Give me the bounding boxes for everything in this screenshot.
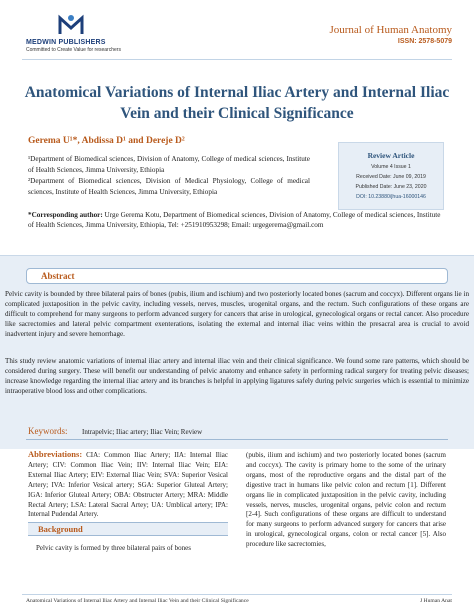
medwin-logo-icon: [58, 14, 84, 36]
background-heading-box: [28, 522, 228, 536]
affiliation-1: ¹Department of Biomedical sciences, Division of Anatomy, College of medical sciences, Institute of Health Sciences, Jimma University, Ethiopia: [28, 155, 310, 174]
page-header: [0, 0, 474, 60]
affiliation-2: ²Department of Biomedical sciences, Division of Medical Physiology, College of medical sciences, Institute of Health Sciences, Jimma University, Ethiopia: [28, 177, 310, 196]
abstract-paragraph-2: This study review anatomic variations of internal iliac artery and internal iliac vein and their clinical significance. We found some rare patterns, which should be considered during surgery. These will benefit our understanding of pelvic anatomy and enhance safety in performing radical surgery for treating pelvic diseases; increase knowledge regarding the internal iliac artery and its branches is helpful in applying ligatures safely during pelvic surgeries which is essential to minimize intraoperative blood loss and other complications.: [5, 357, 469, 395]
footer-running-title: Anatomical Variations of Internal Iliac Artery and Internal Iliac Vein and their Clinical Significance: [26, 598, 249, 604]
keywords-text: Intrapelvic; Iliac artery; Iliac Vein; Review: [82, 428, 203, 436]
abstract-panel: [0, 255, 474, 449]
keywords-divider: [26, 439, 448, 440]
journal-issn: ISSN: 2578-5079: [397, 38, 452, 45]
keywords-row: [26, 426, 448, 438]
right-column-text: (pubis, ilium and ischium) and two posteriorly located bones (sacrum and coccyx). The cavity is primary home to the some of the urinary organs, most of the reproductive organs and the distal part of the digestive tract in humans like pelvic colon and rectum [1]. Different organs lie in complicated juxtaposition in the pelvic cavity, including vessels, nerves, muscles, urogenital organs, pelvic colon and rectum [2-4]. Such configurations of these organs are difficult to understand for many surgeons to perform advanced surgery for cancers that arise in urological, gynecological organs, colon or rectal cancer [5]. Also procedure like sacrectomies,: [246, 451, 446, 549]
article-type: Review Article: [367, 151, 415, 160]
publisher-logo-text: MEDWIN PUBLISHERS: [26, 39, 106, 46]
footer-journal-abbrev: J Human Anat: [419, 598, 452, 604]
background-heading: Background: [38, 524, 83, 534]
volume-issue: Volume 4 Issue 1: [371, 164, 411, 170]
publisher-tagline: Committed to Create Value for researchers: [26, 47, 121, 53]
background-paragraph-start: Pelvic cavity is formed by three bilateral pairs of bones: [36, 544, 191, 552]
header-divider: [22, 59, 452, 60]
abbreviations-label: Abbreviations:: [28, 449, 83, 459]
published-date: Published Date: June 23, 2020: [355, 184, 427, 190]
abbreviations-block: [28, 450, 228, 520]
journal-name: Journal of Human Anatomy: [329, 24, 452, 36]
title-line-1: Anatomical Variations of Internal Iliac Artery and Internal Iliac: [24, 84, 450, 101]
corresponding-author-label: *Corresponding author:: [28, 211, 103, 219]
author-list: Gerema U¹*, Abdissa D¹ and Dereje D²: [28, 136, 185, 146]
corresponding-author-text: Urge Gerema Kotu, Department of Biomedical sciences, Division of Anatomy, College of medical sciences, Institute of Health Sciences, Jimma University, Ethiopia, Tel: +251910953298; Email: urgegerema@gmail.com: [28, 211, 441, 230]
received-date: Received Date: June 09, 2019: [356, 174, 426, 180]
footer-divider: [22, 594, 452, 595]
corresponding-author: [28, 210, 448, 231]
title-line-2: Vein and their Clinical Significance: [120, 105, 354, 122]
abstract-paragraph-1: Pelvic cavity is bounded by three bilateral pairs of bones (pubis, ilium and ischium) and two posteriorly located bones (sacrum and coccyx). Different organs lie in complicated juxtaposition in the pelvic cavity, including vessels, nerves, muscles, urogenital organs, and the rectum. Such configurations of these organs are difficult to comprehend for many surgeons to perform advanced surgery for cancers that arise in urological, gynecological organs or rectal cancer. Also procedure like sacrectomies and lateral pelvic compartment exenterations, isolating the external and internal iliac veins within the presacral area is crucial to avoid inadvertent injury and severe hemorrhage.: [5, 290, 469, 338]
doi-link[interactable]: DOI: 10.23880/jhua-16000146: [356, 194, 426, 200]
abstract-heading: Abstract: [41, 271, 75, 281]
article-title: [20, 82, 454, 124]
abstract-heading-box: [26, 268, 448, 284]
keywords-label: Keywords:: [28, 426, 68, 436]
abbreviations-text: CIA: Common Iliac Artery; IIA: Internal Iliac Artery; CIV: Common Iliac Vein; IIV: Internal Iliac Vein; EIA: External Iliac Artery; EIV: External Iliac Vein; SVA: Superior Vesical Artery; IVA: Inferior Vesical artery; SGA: Superior Gluteal Artery; IGA: Inferior Gluteal Artery; OBA: Obstructer Artery; MRA: Middle Rectal Artery; LSA: Lateral Sacral Artey; UA: Umblical artery; IPA: Internal Pudendal Artery.: [28, 451, 228, 519]
article-info-box: [338, 142, 444, 210]
